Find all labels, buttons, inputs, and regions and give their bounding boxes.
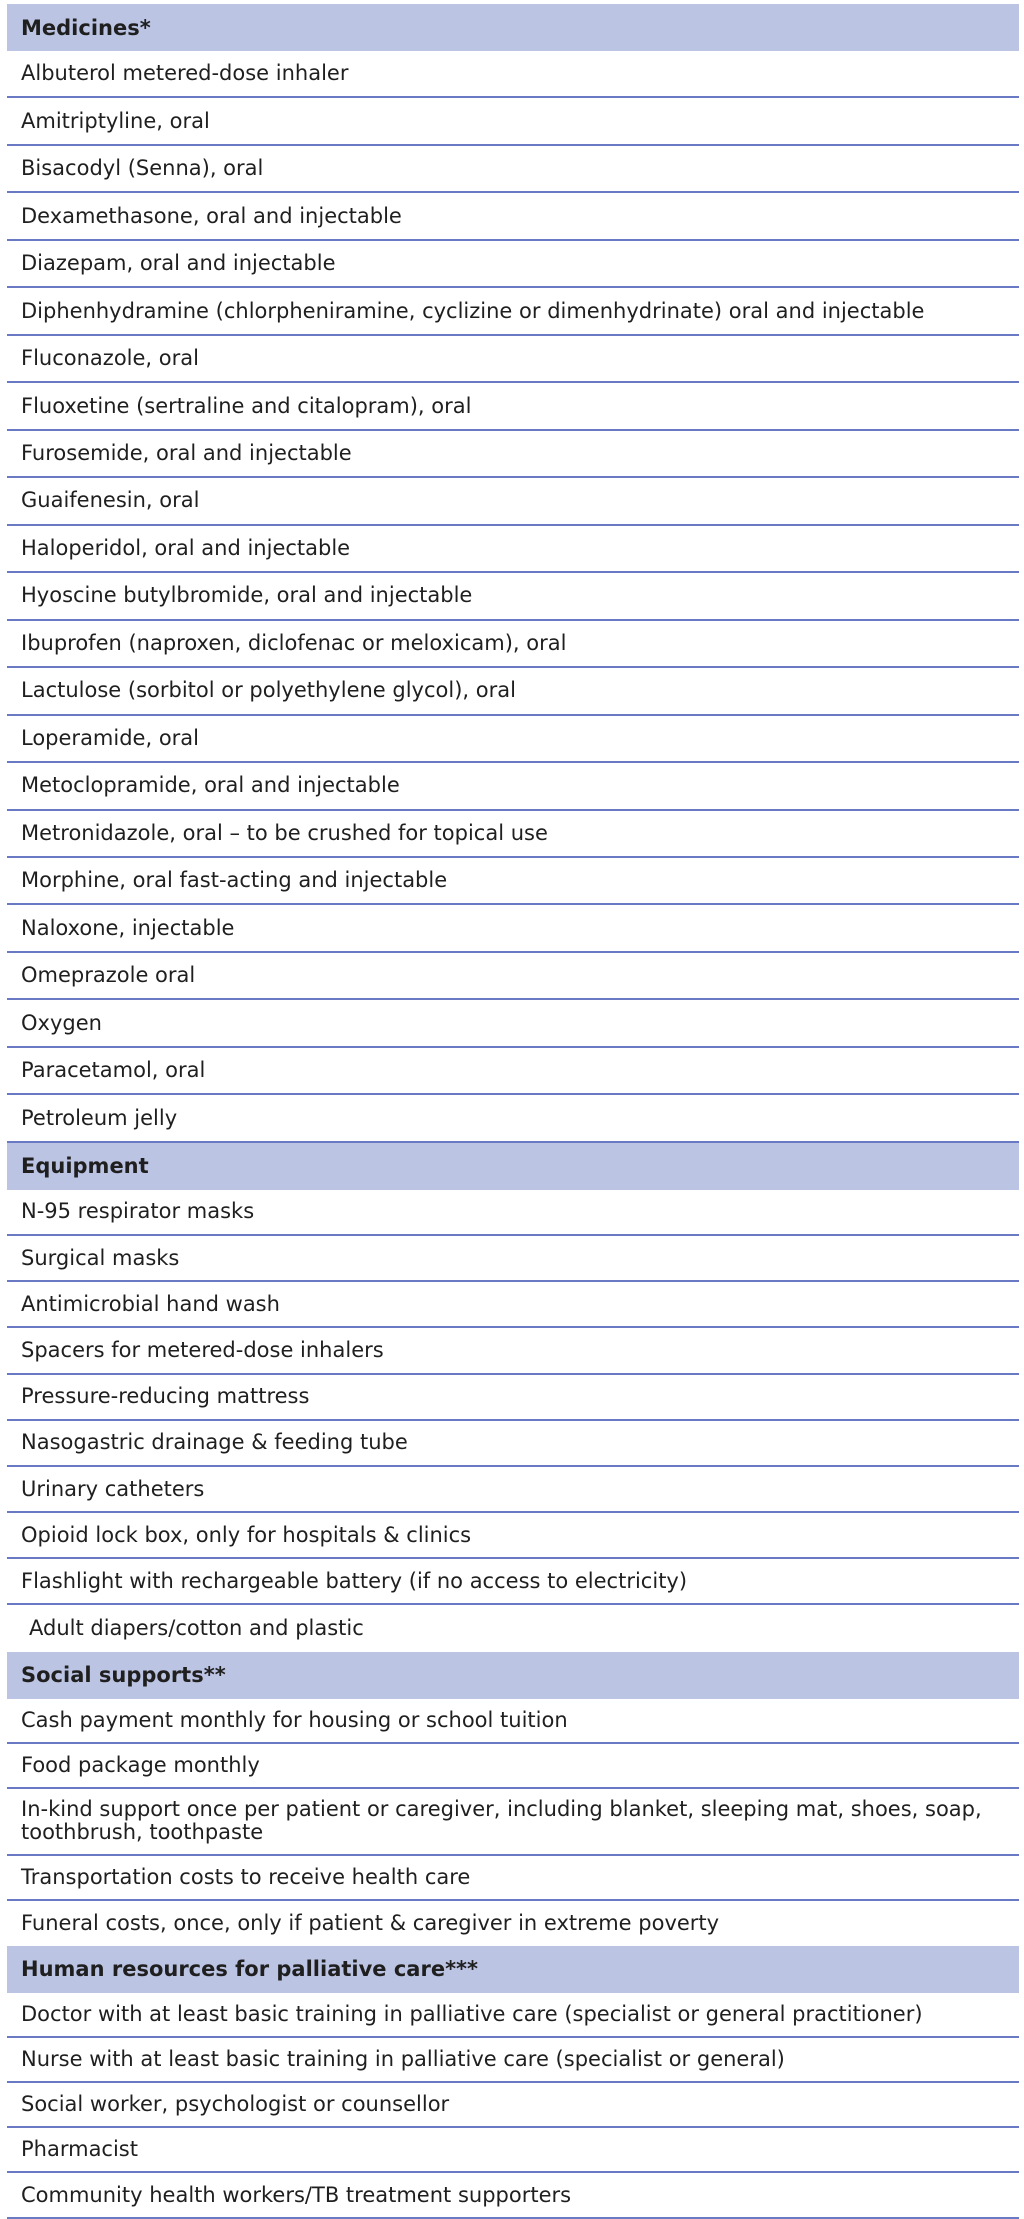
table-row: Pharmacist: [7, 2128, 1019, 2173]
table-row: Morphine, oral fast-acting and injectable: [7, 858, 1019, 905]
table-row: Dexamethasone, oral and injectable: [7, 193, 1019, 240]
table-row: Albuterol metered-dose inhaler: [7, 51, 1019, 98]
table-row: Nasogastric drainage & feeding tube: [7, 1421, 1019, 1467]
table-row: Surgical masks: [7, 1236, 1019, 1282]
table-row: Doctor with at least basic training in palliative care (specialist or general practitioner): [7, 1993, 1019, 2038]
section-header-human-resources: Human resources for palliative care***: [7, 1946, 1019, 1993]
table-row: Adult diapers/cotton and plastic: [29, 1616, 364, 1641]
table-row: Urinary catheters: [7, 1467, 1019, 1513]
table-row: Metronidazole, oral – to be crushed for topical use: [7, 811, 1019, 858]
table-row: Nurse with at least basic training in palliative care (specialist or general): [7, 2038, 1019, 2083]
table-row: Pressure-reducing mattress: [7, 1375, 1019, 1421]
table-row: Food package monthly: [7, 1744, 1019, 1789]
table-row: N-95 respirator masks: [7, 1190, 1019, 1236]
table-row: Petroleum jelly: [7, 1095, 1019, 1142]
table-row: Funeral costs, once, only if patient & caregiver in extreme poverty: [21, 1910, 720, 1935]
table-row: Bisacodyl (Senna), oral: [7, 146, 1019, 193]
table-row: Ibuprofen (naproxen, diclofenac or meloxicam), oral: [7, 621, 1019, 668]
table-row: Paracetamol, oral: [7, 1048, 1019, 1095]
table-row: Oxygen: [7, 1000, 1019, 1047]
section-social-supports: [7, 1652, 1019, 1946]
table-row: Haloperidol, oral and injectable: [7, 526, 1019, 573]
section-header-medicines: Medicines*: [7, 4, 1019, 51]
table-row: Transportation costs to receive health care: [7, 1856, 1019, 1901]
table-row: Fluconazole, oral: [7, 336, 1019, 383]
section-medicines: [7, 4, 1019, 1143]
table-row: Diphenhydramine (chlorpheniramine, cyclizine or dimenhydrinate) oral and injectable: [7, 288, 1019, 335]
table-row: Amitriptyline, oral: [7, 98, 1019, 145]
table-row: Cash payment monthly for housing or school tuition: [7, 1699, 1019, 1744]
table-row: Naloxone, injectable: [7, 905, 1019, 952]
table-row: Community health workers/TB treatment supporters: [7, 2173, 1019, 2218]
table-row: Guaifenesin, oral: [7, 478, 1019, 525]
table-row: Diazepam, oral and injectable: [7, 241, 1019, 288]
table-row: Flashlight with rechargeable battery (if no access to electricity): [7, 1559, 1019, 1605]
table-row: Loperamide, oral: [7, 716, 1019, 763]
table-row: Metoclopramide, oral and injectable: [7, 763, 1019, 810]
table-row: In-kind support once per patient or caregiver, including blanket, sleeping mat, shoes, soap, toothbrush, toothpaste: [7, 1789, 1019, 1856]
table-row: Hyoscine butylbromide, oral and injectable: [7, 573, 1019, 620]
table-row: Furosemide, oral and injectable: [7, 431, 1019, 478]
essential-package-table: [7, 4, 1019, 2219]
table-row: Omeprazole oral: [7, 953, 1019, 1000]
section-header-equipment: Equipment: [7, 1143, 1019, 1190]
table-row: Fluoxetine (sertraline and citalopram), oral: [7, 383, 1019, 430]
table-row: Spacers for metered-dose inhalers: [7, 1328, 1019, 1374]
section-header-social-supports: Social supports**: [7, 1652, 1019, 1699]
table-row: Lactulose (sorbitol or polyethylene glycol), oral: [7, 668, 1019, 715]
section-equipment: [7, 1143, 1019, 1652]
table-row: Social worker, psychologist or counsellor: [7, 2083, 1019, 2128]
section-human-resources: [7, 1946, 1019, 2219]
table-row: Antimicrobial hand wash: [7, 1282, 1019, 1328]
table-row: Opioid lock box, only for hospitals & clinics: [7, 1513, 1019, 1559]
